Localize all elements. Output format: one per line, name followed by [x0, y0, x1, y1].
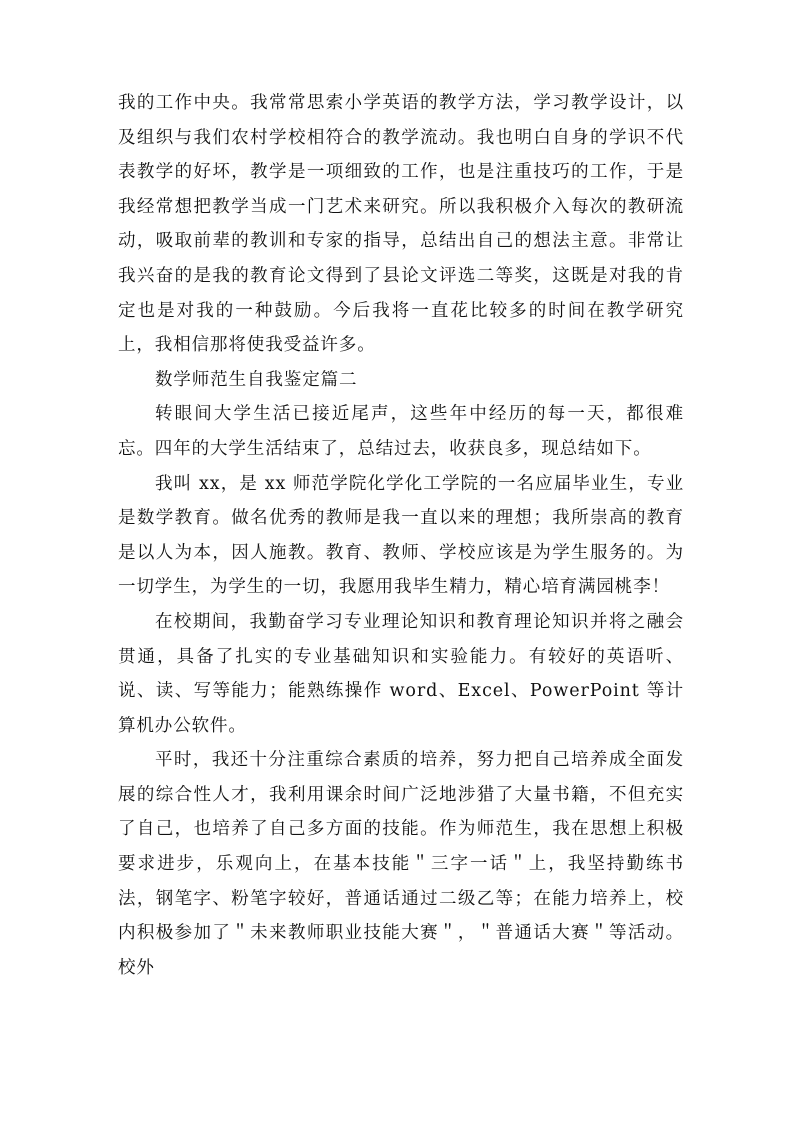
paragraph-study: 在校期间，我勤奋学习专业理论知识和教育理论知识并将之融会贯通，具备了扎实的专业基础知识和实验能力。有较好的英语听、说、读、写等能力；能熟练操作 word、Excel、PowerPoint 等计算机办公软件。 — [118, 611, 684, 736]
document-body — [118, 86, 684, 985]
section-title: 数学师范生自我鉴定篇二 — [155, 369, 358, 390]
paragraph-quality: 平时，我还十分注重综合素质的培养，努力把自己培养成全面发展的综合性人才，我利用课余时间广泛地涉猎了大量书籍，不但充实了自己，也培养了自己多方面的技能。作为师范生，我在思想上积极要求进步，乐观向上，在基本技能＂三字一话＂上，我坚持勤练书法，钢笔字、粉笔字较好，普通话通过二级乙等；在能力培养上，校内积极参加了＂未来教师职业技能大赛＂，＂普通话大赛＂等活动。校外 — [118, 750, 684, 978]
paragraph-self-intro: 我叫 xx，是 xx 师范学院化学化工学院的一名应届毕业生，专业是数学教育。做名优秀的教师是我一直以来的理想；我所崇高的教育是以人为本，因人施教。教育、教师、学校应该是为学生服务的。为一切学生，为学生的一切，我愿用我毕生精力，精心培育满园桃李！ — [118, 473, 684, 598]
paragraph-intro-continued: 我的工作中央。我常常思索小学英语的教学方法，学习教学设计，以及组织与我们农村学校相符合的教学流动。我也明白自身的学识不代表教学的好坏，教学是一项细致的工作，也是注重技巧的工作，于是我经常想把教学当成一门艺术来研究。所以我积极介入每次的教研流动，吸取前辈的教训和专家的指导，总结出自己的想法主意。非常让我兴奋的是我的教育论文得到了县论文评选二等奖，这既是对我的肯定也是对我的一种鼓励。今后我将一直花比较多的时间在教学研究上，我相信那将使我受益许多。 — [118, 93, 684, 356]
paragraph-opening: 转眼间大学生活已接近尾声，这些年中经历的每一天，都很难忘。四年的大学生活结束了，总结过去，收获良多，现总结如下。 — [118, 404, 684, 459]
